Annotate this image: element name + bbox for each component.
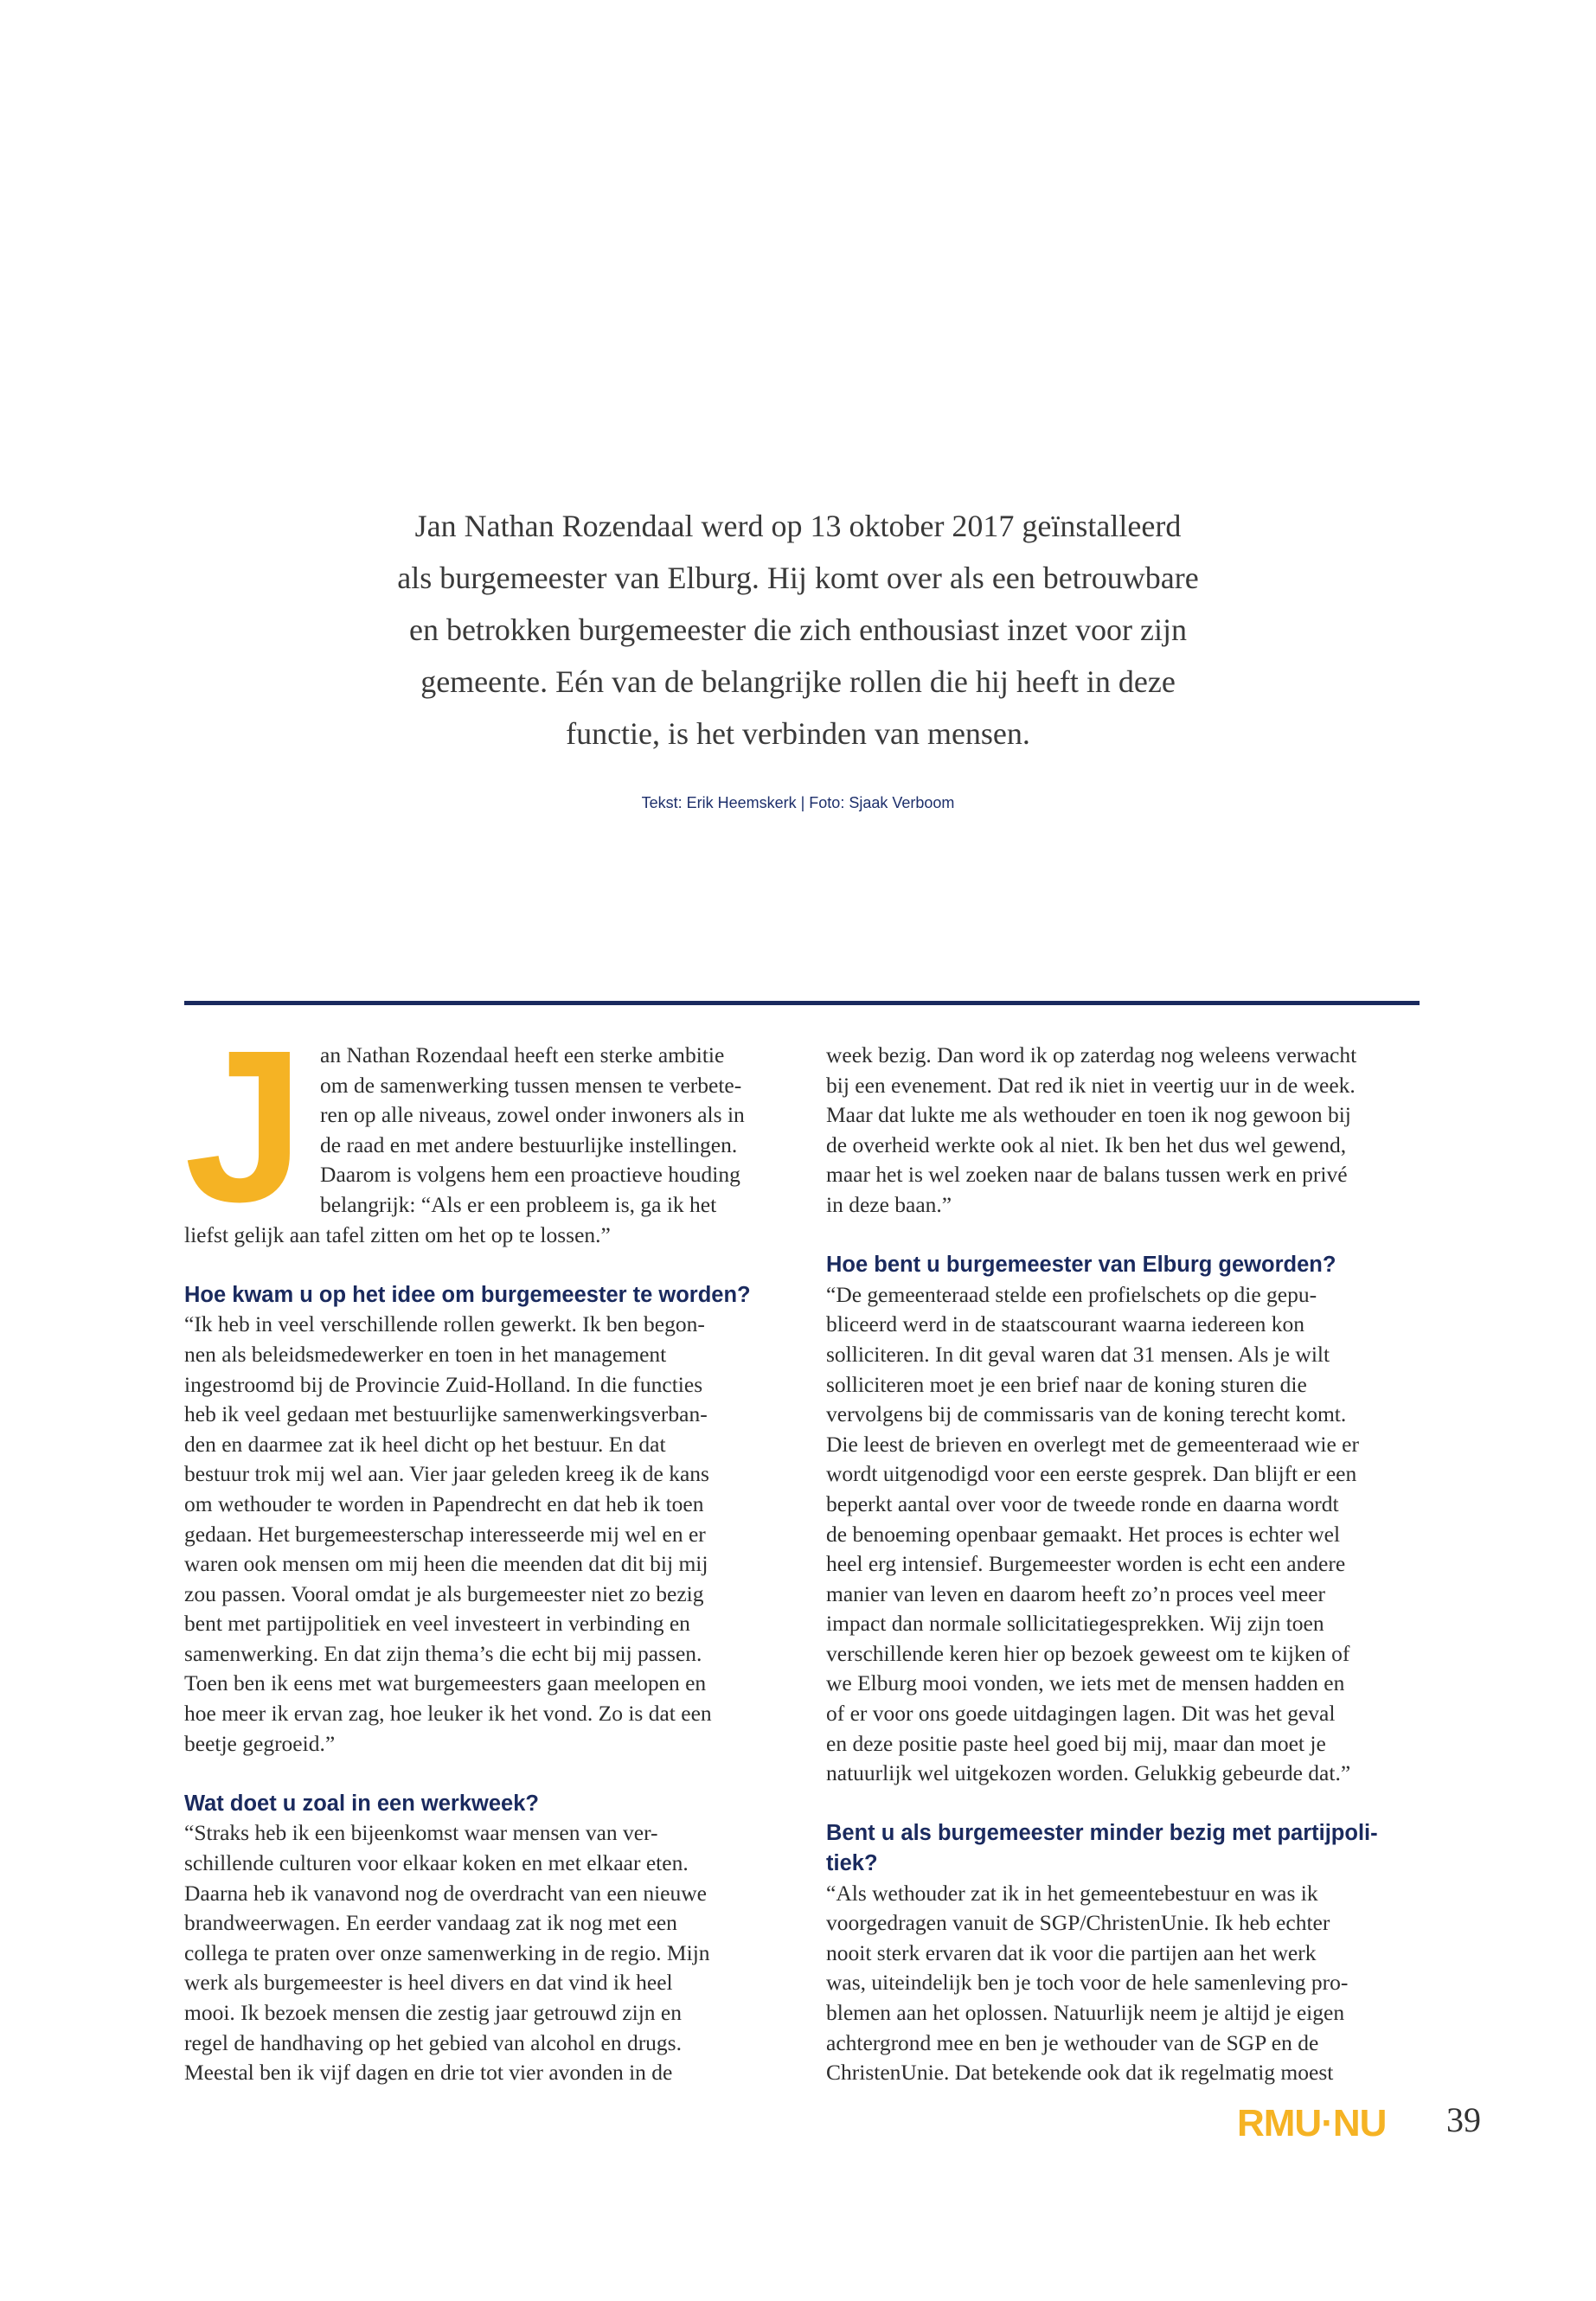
paragraph-gap xyxy=(184,1250,790,1280)
body-line: belangrijk: “Als er een probleem is, ga ik het xyxy=(320,1191,717,1217)
body-line: Die leest de brieven en overlegt met de gemeenteraad wie er xyxy=(826,1431,1359,1457)
body-line: beetje gegroeid.” xyxy=(184,1730,336,1756)
intro-line: en betrokken burgemeester die zich enthousiast inzet voor zijn xyxy=(408,612,1188,647)
paragraph-gap xyxy=(826,1221,1432,1251)
section-heading: Wat doet u zoal in een werkweek? xyxy=(184,1791,539,1816)
body-line: vervolgens bij de commissaris van de koning terecht komt. xyxy=(826,1401,1347,1427)
body-line: de overheid werkte ook al niet. Ik ben het dus wel gewend, xyxy=(826,1131,1347,1157)
body-line: schillende culturen voor elkaar koken en met elkaar eten. xyxy=(184,1850,689,1876)
body-line: Daarom is volgens hem een proactieve houding xyxy=(320,1162,740,1188)
body-line: bestuur trok mij wel aan. Vier jaar geleden kreeg ik de kans xyxy=(184,1461,709,1487)
body-line: Toen ben ik eens met wat burgemeesters gaan meelopen en xyxy=(184,1670,707,1696)
body-line: om wethouder te worden in Papendrecht en dat heb ik toen xyxy=(184,1490,704,1516)
intro-line: Jan Nathan Rozendaal werd op 13 oktober 2017 geïnstalleerd xyxy=(414,509,1182,543)
section-heading: Hoe kwam u op het idee om burgemeester te worden? xyxy=(184,1282,751,1307)
body-line: beperkt aantal over voor de tweede ronde en daarna wordt xyxy=(826,1490,1339,1516)
body-line: solliciteren moet je een brief naar de koning sturen die xyxy=(826,1371,1307,1397)
body-line: mooi. Ik bezoek mensen die zestig jaar getrouwd zijn en xyxy=(184,2000,682,2025)
body-line: en deze positie paste heel goed bij mij, maar dan moet je xyxy=(826,1730,1326,1756)
body-line: hoe meer ik ervan zag, hoe leuker ik het vond. Zo is dat een xyxy=(184,1701,712,1727)
body-line: voorgedragen vanuit de SGP/ChristenUnie. Ik heb echter xyxy=(826,1910,1330,1936)
body-line: of er voor ons goede uitdagingen lagen. Dit was het geval xyxy=(826,1701,1336,1727)
body-line: solliciteren. In dit geval waren dat 31 mensen. Als je wilt xyxy=(826,1341,1330,1367)
paragraph-gap xyxy=(184,1759,790,1789)
body-line: “De gemeenteraad stelde een profielschets op die gepu- xyxy=(826,1281,1317,1307)
body-line: ren op alle niveaus, zowel onder inwoners als in xyxy=(320,1102,745,1128)
body-line: manier van leven en daarom heeft zo’n proces veel meer xyxy=(826,1580,1325,1606)
body-line: “Ik heb in veel verschillende rollen gewerkt. Ik ben begon- xyxy=(184,1311,705,1337)
body-line: bliceerd werd in de staatscourant waarna iedereen kon xyxy=(826,1311,1304,1337)
body-line: nen als beleidsmedewerker en toen in het management xyxy=(184,1341,667,1367)
body-line: in deze baan.” xyxy=(826,1191,952,1217)
body-line: natuurlijk wel uitgekozen worden. Gelukkig gebeurde dat.” xyxy=(826,1760,1351,1786)
body-line: Meestal ben ik vijf dagen en drie tot vier avonden in de xyxy=(184,2060,673,2086)
section-heading: Hoe bent u burgemeester van Elburg geworden? xyxy=(826,1253,1336,1278)
body-line: regel de handhaving op het gebied van alcohol en drugs. xyxy=(184,2029,682,2055)
body-line: we Elburg mooi vonden, we iets met de mensen hadden en xyxy=(826,1670,1345,1696)
intro-line: functie, is het verbinden van mensen. xyxy=(566,716,1030,751)
body-line: was, uiteindelijk ben je toch voor de hele samenleving pro- xyxy=(826,1970,1349,1996)
body-line: maar het is wel zoeken naar de balans tussen werk en privé xyxy=(826,1162,1348,1188)
photo-credit: Tekst: Erik Heemskerk | Foto: Sjaak Verboom xyxy=(641,794,955,811)
body-line: ChristenUnie. Dat betekende ook dat ik regelmatig moest xyxy=(826,2060,1334,2086)
body-line: wordt uitgenodigd voor een eerste gesprek. Dan blijft er een xyxy=(826,1461,1357,1487)
body-line: Maar dat lukte me als wethouder en toen ik nog gewoon bij xyxy=(826,1102,1351,1128)
article-column-right xyxy=(826,1041,1432,2088)
body-line: verschillende keren hier op bezoek geweest om te kijken of xyxy=(826,1640,1350,1666)
intro-line: als burgemeester van Elburg. Hij komt over als een betrouwbare xyxy=(397,561,1199,595)
paragraph-gap xyxy=(826,1789,1432,1819)
body-line: nooit sterk ervaren dat ik voor die partijen aan het werk xyxy=(826,1939,1317,1965)
body-line: impact dan normale sollicitatiegesprekken. Wij zijn toen xyxy=(826,1611,1324,1637)
body-line: de benoeming openbaar gemaakt. Het proces is echter wel xyxy=(826,1521,1341,1547)
body-line: achtergrond mee en ben je wethouder van de SGP en de xyxy=(826,2029,1319,2055)
intro-line: gemeente. Eén van de belangrijke rollen die hij heeft in deze xyxy=(420,664,1176,699)
body-line: blemen aan het oplossen. Natuurlijk neem je altijd je eigen xyxy=(826,2000,1345,2025)
body-line: heel erg intensief. Burgemeester worden is echt een andere xyxy=(826,1551,1346,1577)
rmu-nu-logo: RMU·NU xyxy=(1237,2102,1387,2144)
body-line: “Straks heb ik een bijeenkomst waar mensen van ver- xyxy=(184,1820,658,1846)
body-line: heb ik veel gedaan met bestuurlijke samenwerkingsverban- xyxy=(184,1401,708,1427)
body-line: de raad en met andere bestuurlijke instellingen. xyxy=(320,1131,738,1157)
body-line: zou passen. Vooral omdat je als burgemeester niet zo bezig xyxy=(184,1580,704,1606)
body-line: bij een evenement. Dat red ik niet in veertig uur in de week. xyxy=(826,1072,1356,1098)
drop-cap: J xyxy=(184,1005,305,1247)
section-heading: tiek? xyxy=(826,1851,878,1876)
body-line: om de samenwerking tussen mensen te verbete- xyxy=(320,1072,742,1098)
body-line: bent met partijpolitiek en veel investeert in verbinding en xyxy=(184,1611,690,1637)
body-line: week bezig. Dan word ik op zaterdag nog weleens verwacht xyxy=(826,1042,1357,1067)
body-line: gedaan. Het burgemeesterschap interesseerde mij wel en er xyxy=(184,1521,706,1547)
intro-lead xyxy=(329,500,1267,760)
body-line: werk als burgemeester is heel divers en dat vind ik heel xyxy=(184,1970,673,1996)
body-line: Daarna heb ik vanavond nog de overdracht van een nieuwe xyxy=(184,1880,707,1906)
body-line: liefst gelijk aan tafel zitten om het op te lossen.” xyxy=(184,1221,611,1247)
body-line: samenwerking. En dat zijn thema’s die echt bij mij passen. xyxy=(184,1640,702,1666)
body-line: den en daarmee zat ik heel dicht op het bestuur. En dat xyxy=(184,1431,666,1457)
body-line: ingestroomd bij de Provincie Zuid-Holland. In die functies xyxy=(184,1371,703,1397)
section-heading: Bent u als burgemeester minder bezig met partijpoli- xyxy=(826,1821,1378,1846)
body-line: “Als wethouder zat ik in het gemeentebestuur en was ik xyxy=(826,1880,1318,1906)
section-divider xyxy=(184,1001,1420,1005)
body-line: collega te praten over onze samenwerking in de regio. Mijn xyxy=(184,1939,710,1965)
body-line: waren ook mensen om mij heen die meenden dat dit bij mij xyxy=(184,1551,708,1577)
body-line: an Nathan Rozendaal heeft een sterke ambitie xyxy=(320,1042,725,1067)
body-line: brandweerwagen. En eerder vandaag zat ik nog met een xyxy=(184,1910,677,1936)
page-number: 39 xyxy=(1446,2100,1481,2139)
article-column-left xyxy=(184,1005,790,2088)
